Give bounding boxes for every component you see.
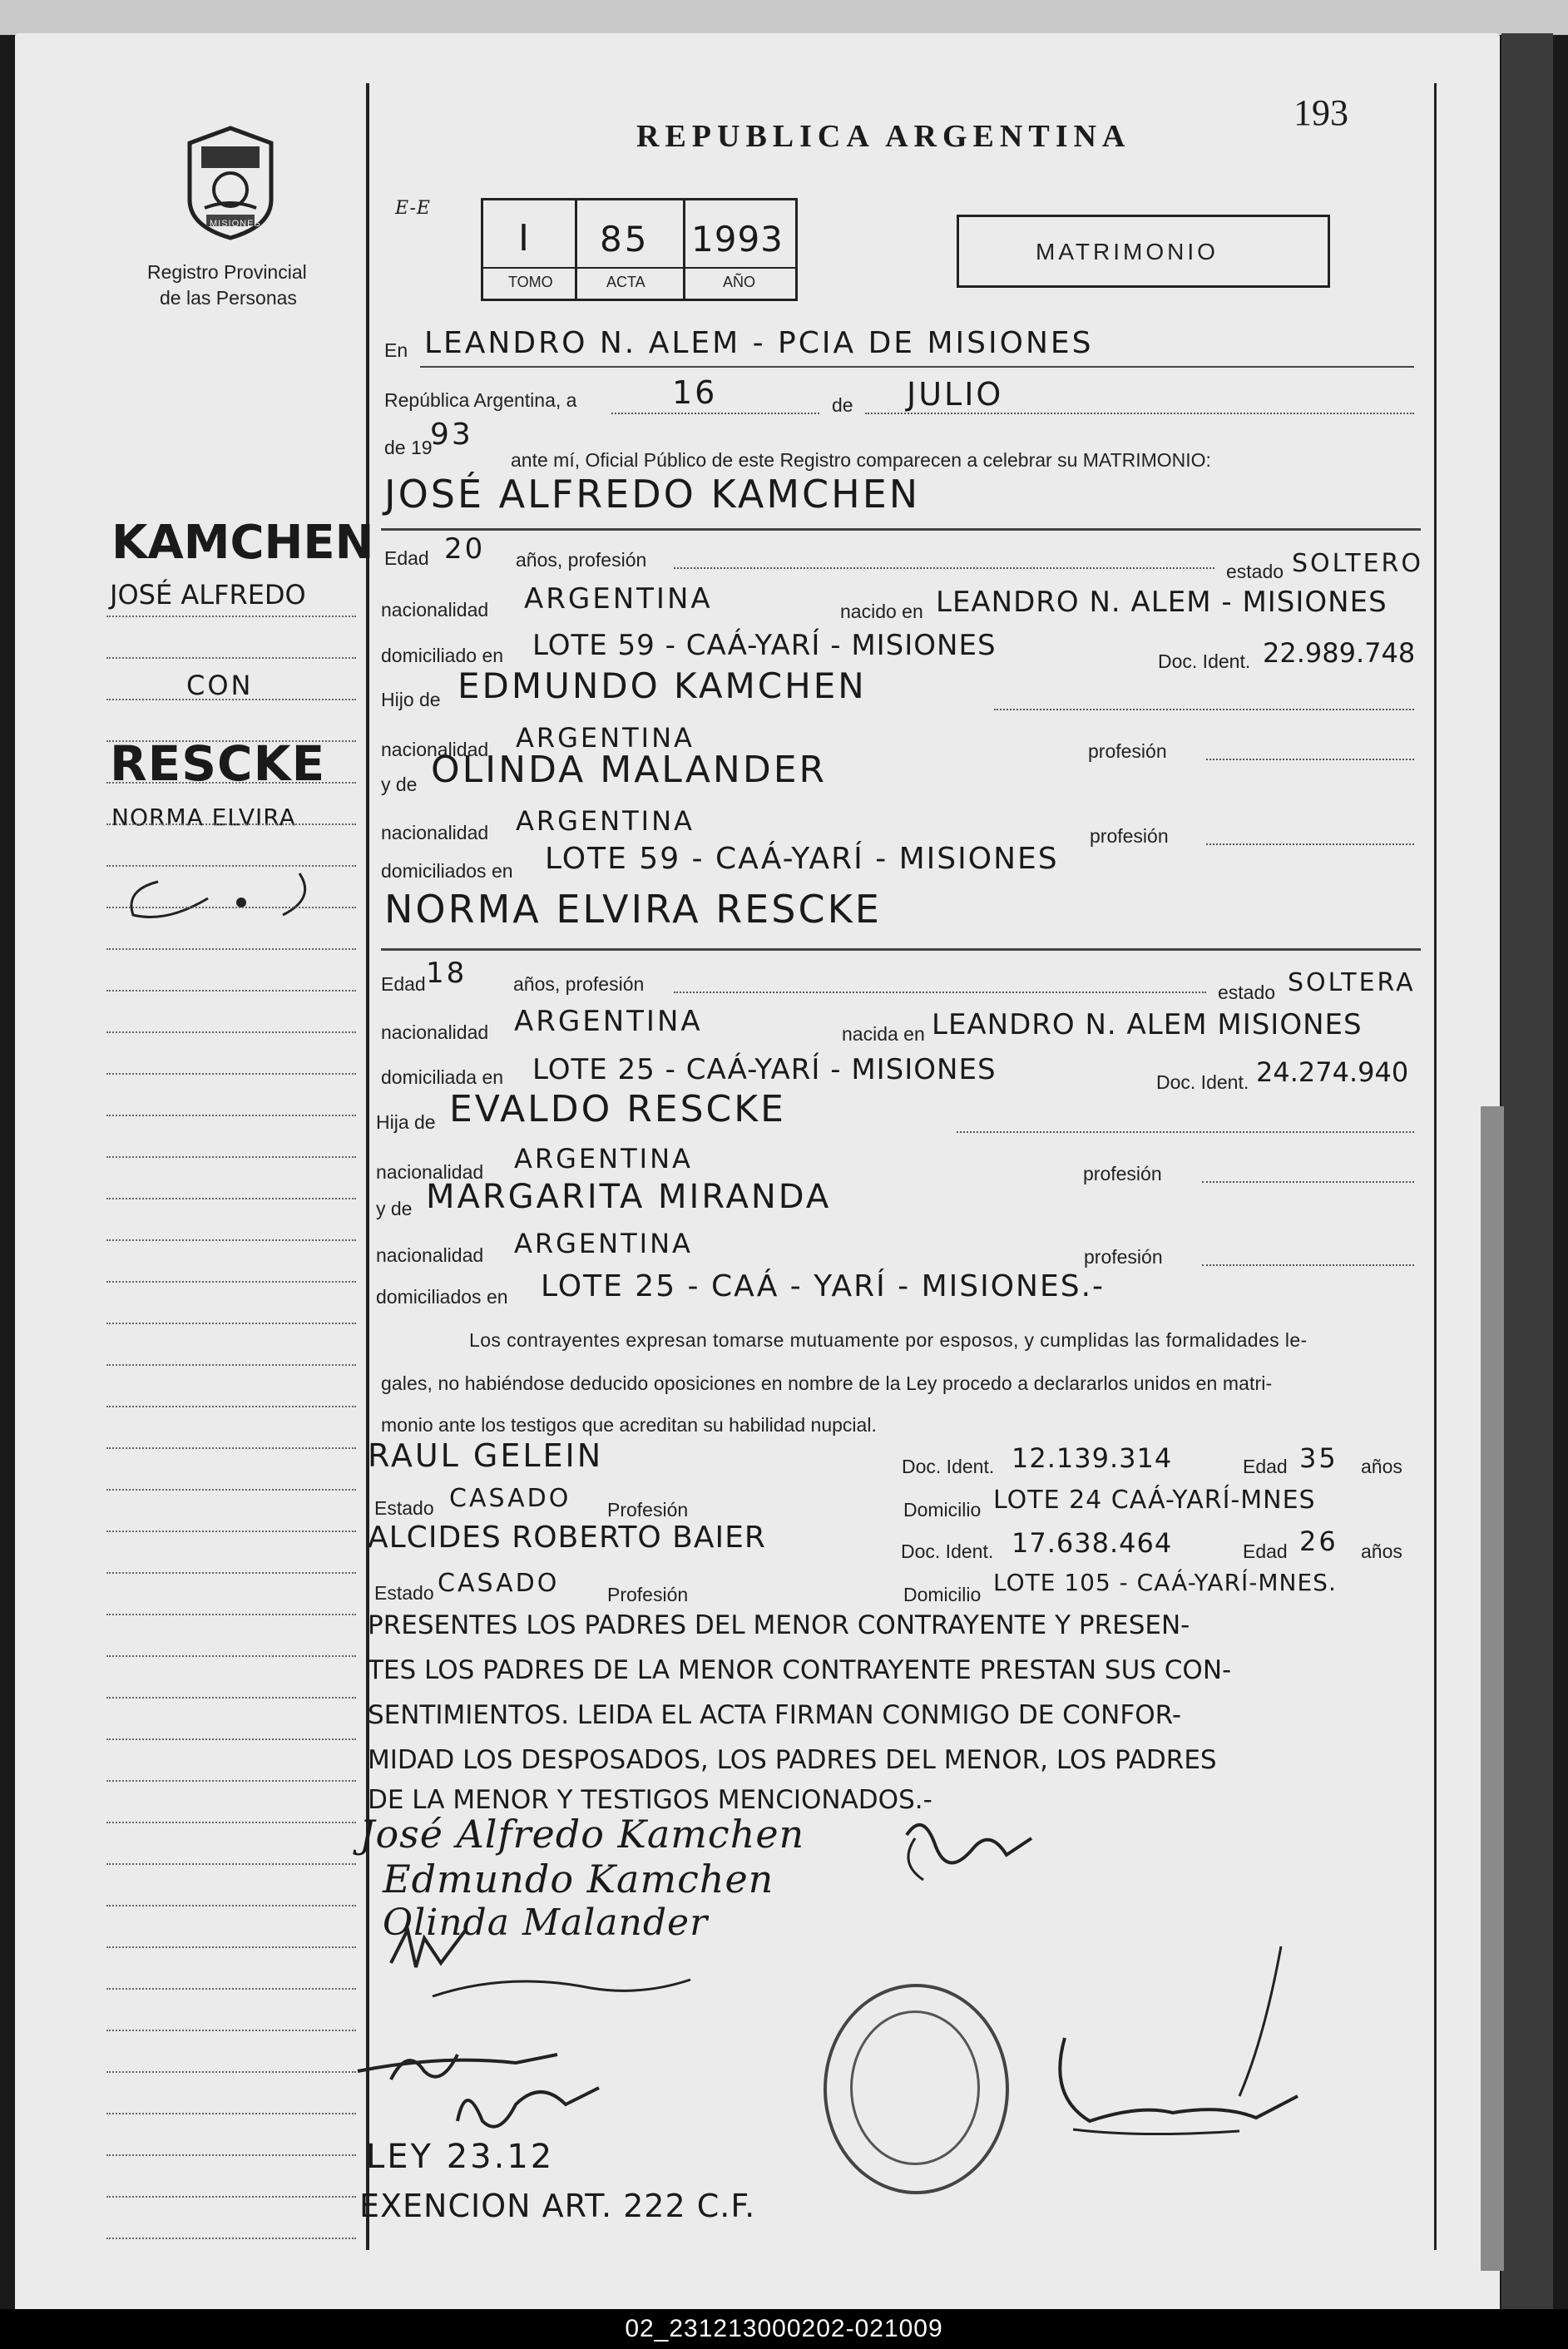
margin-ruled-line bbox=[106, 1323, 356, 1324]
groom-name-line bbox=[381, 528, 1421, 531]
bride-doc-number: 24.274.940 bbox=[1256, 1056, 1409, 1088]
seal-inner-ring bbox=[850, 2010, 980, 2165]
signature-groom-father: Edmundo Kamchen bbox=[383, 1857, 774, 1901]
bride-mother-name: MARGARITA MIRANDA bbox=[426, 1178, 832, 1216]
groom-parents-domicile: LOTE 59 - CAÁ-YARÍ - MISIONES bbox=[545, 842, 1059, 876]
de-label: de bbox=[832, 394, 853, 416]
bride-father-label: Hija de bbox=[376, 1111, 436, 1133]
bride-father-prof-line bbox=[1202, 1181, 1414, 1183]
groom-doc-label: Doc. Ident. bbox=[1158, 650, 1251, 672]
witness2-doc: 17.638.464 bbox=[1012, 1527, 1173, 1559]
groom-mother-nac-label: nacionalidad bbox=[381, 822, 489, 843]
groom-birthplace: LEANDRO N. ALEM - MISIONES bbox=[936, 586, 1387, 619]
witness2-age: 26 bbox=[1299, 1526, 1338, 1557]
bride-edad-label: Edad bbox=[381, 973, 426, 995]
margin-ruled-line bbox=[106, 699, 356, 700]
tomo-cell bbox=[483, 200, 577, 299]
witness2-name: ALCIDES ROBERTO BAIER bbox=[368, 1521, 766, 1555]
witness2-doc-label: Doc. Ident. bbox=[901, 1540, 994, 1562]
margin-ruled-line bbox=[106, 948, 356, 950]
margin-ruled-line bbox=[106, 1447, 356, 1449]
bride-born-label: nacida en bbox=[842, 1023, 925, 1045]
margin-ruled-line bbox=[106, 823, 356, 825]
margin-ruled-line bbox=[106, 1406, 356, 1407]
bride-nationality: ARGENTINA bbox=[514, 1005, 703, 1038]
note-line: SENTIMIENTOS. LEIDA EL ACTA FIRMAN CONMIGO DE CONFOR- bbox=[368, 1700, 1182, 1730]
margin-ruled-line bbox=[106, 740, 356, 742]
groom-mother-nationality: ARGENTINA bbox=[516, 805, 695, 837]
ceremony-year: 93 bbox=[430, 418, 473, 452]
bride-mother-nationality: ARGENTINA bbox=[514, 1228, 693, 1259]
bride-full-name: NORMA ELVIRA RESCKE bbox=[384, 887, 882, 932]
bride-birthplace: LEANDRO N. ALEM MISIONES bbox=[932, 1008, 1363, 1041]
signature-groom: José Alfredo Kamchen bbox=[359, 1812, 805, 1857]
bride-father-line bbox=[957, 1131, 1414, 1133]
witness1-estado: CASADO bbox=[449, 1484, 571, 1513]
declaration-line3: monio ante los testigos que acreditan su habilidad nupcial. bbox=[381, 1414, 877, 1436]
note-line: TES LOS PADRES DE LA MENOR CONTRAYENTE PRESTAN SUS CON- bbox=[368, 1655, 1232, 1685]
witness2-edad-label: Edad bbox=[1243, 1540, 1288, 1562]
witness2-domicile: LOTE 105 - CAÁ-YARÍ-MNES. bbox=[993, 1569, 1337, 1596]
day-line bbox=[611, 413, 819, 414]
witness2-anos-label: años bbox=[1361, 1540, 1402, 1562]
groom-father-prof-line bbox=[1206, 759, 1414, 760]
margin-ruled-line bbox=[106, 2154, 356, 2156]
bride-age: 18 bbox=[426, 957, 467, 990]
groom-father-prof-label: profesión bbox=[1088, 740, 1167, 762]
margin-ruled-line bbox=[106, 2196, 356, 2198]
note-line: DE LA MENOR Y TESTIGOS MENCIONADOS.- bbox=[368, 1785, 932, 1815]
groom-mother-label: y de bbox=[381, 774, 418, 795]
groom-father-line bbox=[994, 709, 1414, 710]
month-line bbox=[865, 413, 1414, 414]
groom-anos-label: años, profesión bbox=[516, 549, 647, 571]
margin-ruled-line bbox=[106, 2030, 356, 2031]
margin-groom-names: JOSÉ ALFREDO bbox=[110, 579, 306, 611]
place-line bbox=[420, 366, 1414, 368]
margin-ruled-line bbox=[106, 1198, 356, 1199]
bride-mother-nac-label: nacionalidad bbox=[376, 1244, 484, 1266]
acta-label: ACTA bbox=[606, 274, 646, 290]
acta-value: 85 bbox=[600, 219, 650, 260]
groom-edad-label: Edad bbox=[384, 547, 429, 569]
bride-anos-label: años, profesión bbox=[513, 973, 645, 995]
ceremony-place: LEANDRO N. ALEM - PCIA DE MISIONES bbox=[424, 326, 1094, 360]
year-prefix: de 19 bbox=[384, 437, 433, 458]
margin-ruled-line bbox=[106, 865, 356, 867]
bride-father-nac-label: nacionalidad bbox=[376, 1161, 484, 1183]
witness1-age: 35 bbox=[1299, 1442, 1338, 1474]
book-top-edge bbox=[0, 0, 1568, 35]
bride-parents-domicile: LOTE 25 - CAÁ - YARÍ - MISIONES.- bbox=[541, 1269, 1106, 1303]
margin-ruled-line bbox=[106, 1822, 356, 1823]
groom-age: 20 bbox=[444, 532, 486, 566]
groom-father-nac-label: nacionalidad bbox=[381, 739, 489, 760]
page-edge-shadow bbox=[1481, 1106, 1504, 2271]
declaration-line1: Los contrayentes expresan tomarse mutuamente por esposos, y cumplidas las formalidades le- bbox=[469, 1329, 1308, 1351]
en-label: En bbox=[384, 339, 408, 361]
witness1-domicile: LOTE 24 CAÁ-YARÍ-MNES bbox=[993, 1486, 1316, 1515]
margin-groom-surname: KAMCHEN bbox=[111, 516, 374, 570]
emblem-label: MISIONES bbox=[210, 219, 261, 229]
margin-ruled-line bbox=[106, 1281, 356, 1283]
signature-groom-mother: Olinda Malander bbox=[383, 1901, 709, 1944]
bride-father-prof-label: profesión bbox=[1083, 1163, 1162, 1184]
margin-ruled-line bbox=[106, 1988, 356, 1990]
groom-father-label: Hijo de bbox=[381, 689, 441, 710]
ano-cell bbox=[683, 200, 795, 299]
margin-ruled-line bbox=[106, 2071, 356, 2073]
groom-born-label: nacido en bbox=[840, 601, 923, 622]
groom-dom-label: domiciliado en bbox=[381, 645, 504, 666]
bride-mother-label: y de bbox=[376, 1198, 413, 1219]
groom-mother-name: OLINDA MALANDER bbox=[431, 749, 828, 791]
witness2-estado-label: Estado bbox=[374, 1582, 434, 1604]
margin-ruled-line bbox=[106, 1572, 356, 1574]
witness1-doc: 12.139.314 bbox=[1012, 1442, 1173, 1474]
margin-ruled-line bbox=[106, 1031, 356, 1033]
margin-ruled-line bbox=[106, 1156, 356, 1158]
exemption-note: EXENCION ART. 222 C.F. bbox=[359, 2188, 756, 2224]
margin-ruled-line bbox=[106, 1946, 356, 1948]
record-box-divider bbox=[483, 267, 795, 269]
groom-nac-label: nacionalidad bbox=[381, 599, 489, 621]
note-line: PRESENTES LOS PADRES DEL MENOR CONTRAYENTE Y PRESEN- bbox=[368, 1610, 1190, 1640]
ano-value: 1993 bbox=[691, 219, 784, 260]
scan-id: 02_231213000202-021009 bbox=[0, 2309, 1568, 2349]
witness2-dom-label: Domicilio bbox=[903, 1584, 982, 1605]
tomo-value: I bbox=[518, 217, 532, 260]
ano-label: AÑO bbox=[723, 274, 756, 290]
witness1-doc-label: Doc. Ident. bbox=[902, 1456, 995, 1477]
witness1-anos-label: años bbox=[1361, 1456, 1402, 1477]
groom-full-name: JOSÉ ALFREDO KAMCHEN bbox=[384, 472, 921, 517]
groom-prof-line bbox=[674, 567, 1214, 569]
declaration-line2: gales, no habiéndose deducido oposiciones en nombre de la Ley procedo a declararlos unidos en matri- bbox=[381, 1372, 1273, 1394]
margin-ruled-line bbox=[106, 1239, 356, 1241]
margin-ruled-line bbox=[106, 2238, 356, 2239]
registry-name-line1: Registro Provincial bbox=[147, 261, 307, 283]
margin-bride-surname: RESCKE bbox=[110, 735, 326, 792]
witness2-prof-label: Profesión bbox=[607, 1584, 689, 1605]
law-note: LEY 23.12 bbox=[366, 2138, 555, 2176]
bride-estado-label: estado bbox=[1218, 982, 1276, 1003]
ceremony-month: JULIO bbox=[907, 376, 1004, 413]
margin-ruled-line bbox=[106, 990, 356, 992]
margin-ruled-line bbox=[106, 1073, 356, 1075]
page-number: 193 bbox=[1293, 92, 1348, 133]
registry-name-line2: de las Personas bbox=[160, 287, 297, 309]
witness1-dom-label: Domicilio bbox=[903, 1499, 982, 1521]
bride-name-line bbox=[381, 948, 1421, 951]
margin-ruled-line bbox=[106, 1531, 356, 1532]
bride-parents-dom-label: domiciliados en bbox=[376, 1286, 508, 1308]
record-type-box bbox=[957, 215, 1330, 288]
bride-mother-prof-label: profesión bbox=[1084, 1246, 1163, 1268]
bride-nac-label: nacionalidad bbox=[381, 1021, 489, 1043]
ceremony-day: 16 bbox=[672, 374, 718, 411]
margin-ruled-line bbox=[106, 782, 356, 784]
republic-label: República Argentina, a bbox=[384, 389, 577, 411]
witness1-estado-label: Estado bbox=[374, 1497, 434, 1519]
groom-domicile: LOTE 59 - CAÁ-YARÍ - MISIONES bbox=[532, 629, 997, 662]
groom-nationality: ARGENTINA bbox=[524, 582, 713, 616]
tomo-label: TOMO bbox=[508, 274, 553, 290]
groom-mother-prof-label: profesión bbox=[1090, 825, 1169, 847]
bride-estado: SOLTERA bbox=[1288, 968, 1416, 997]
margin-ruled-line bbox=[106, 1697, 356, 1699]
margin-ruled-line bbox=[106, 1780, 356, 1782]
margin-ruled-line bbox=[106, 1905, 356, 1906]
bride-mother-prof-line bbox=[1202, 1264, 1414, 1266]
groom-parents-dom-label: domiciliados en bbox=[381, 860, 513, 882]
groom-estado: SOLTERO bbox=[1292, 549, 1423, 578]
margin-bride-names: NORMA ELVIRA bbox=[111, 804, 296, 831]
acta-cell bbox=[575, 200, 685, 299]
bride-prof-line bbox=[674, 992, 1206, 993]
margin-ruled-line bbox=[106, 1655, 356, 1657]
right-border bbox=[1434, 83, 1437, 2250]
document-title: REPUBLICA ARGENTINA bbox=[636, 119, 1131, 154]
book-spine bbox=[1501, 33, 1553, 2312]
witness1-name: RAUL GELEIN bbox=[368, 1437, 604, 1474]
margin-con: CON bbox=[186, 670, 254, 701]
bride-father-nationality: ARGENTINA bbox=[514, 1143, 693, 1174]
intro-sentence: ante mí, Oficial Público de este Registro comparecen a celebrar su MATRIMONIO: bbox=[511, 449, 1211, 471]
bride-dom-label: domiciliada en bbox=[381, 1066, 504, 1088]
margin-ruled-line bbox=[106, 2113, 356, 2114]
groom-doc-number: 22.989.748 bbox=[1263, 637, 1416, 669]
groom-father-nationality: ARGENTINA bbox=[516, 722, 695, 754]
margin-ruled-line bbox=[106, 1364, 356, 1366]
groom-father-name: EDMUNDO KAMCHEN bbox=[458, 665, 867, 706]
official-seal-icon bbox=[824, 1984, 1009, 2194]
margin-ruled-line bbox=[106, 657, 356, 659]
bride-domicile: LOTE 25 - CAÁ-YARÍ - MISIONES bbox=[532, 1053, 997, 1086]
margin-ruled-line bbox=[106, 1115, 356, 1116]
margin-ruled-line bbox=[106, 1614, 356, 1615]
margin-flourish bbox=[116, 865, 324, 932]
groom-mother-prof-line bbox=[1206, 843, 1414, 845]
witness1-edad-label: Edad bbox=[1243, 1456, 1288, 1477]
note-line: MIDAD LOS DESPOSADOS, LOS PADRES DEL MENOR, LOS PADRES bbox=[368, 1745, 1217, 1775]
corner-note: E-E bbox=[395, 198, 431, 219]
record-type: MATRIMONIO bbox=[1036, 239, 1219, 265]
witness1-prof-label: Profesión bbox=[607, 1499, 689, 1521]
bride-father-name: EVALDO RESCKE bbox=[449, 1088, 786, 1130]
margin-ruled-line bbox=[106, 1863, 356, 1865]
record-number-box bbox=[481, 198, 798, 301]
margin-ruled-line bbox=[106, 1489, 356, 1491]
margin-ruled-line bbox=[106, 616, 356, 617]
groom-estado-label: estado bbox=[1226, 561, 1284, 582]
bride-doc-label: Doc. Ident. bbox=[1156, 1071, 1249, 1093]
margin-ruled-line bbox=[106, 1738, 356, 1740]
witness2-estado: CASADO bbox=[438, 1569, 560, 1598]
margin-ruled-line bbox=[106, 907, 356, 908]
